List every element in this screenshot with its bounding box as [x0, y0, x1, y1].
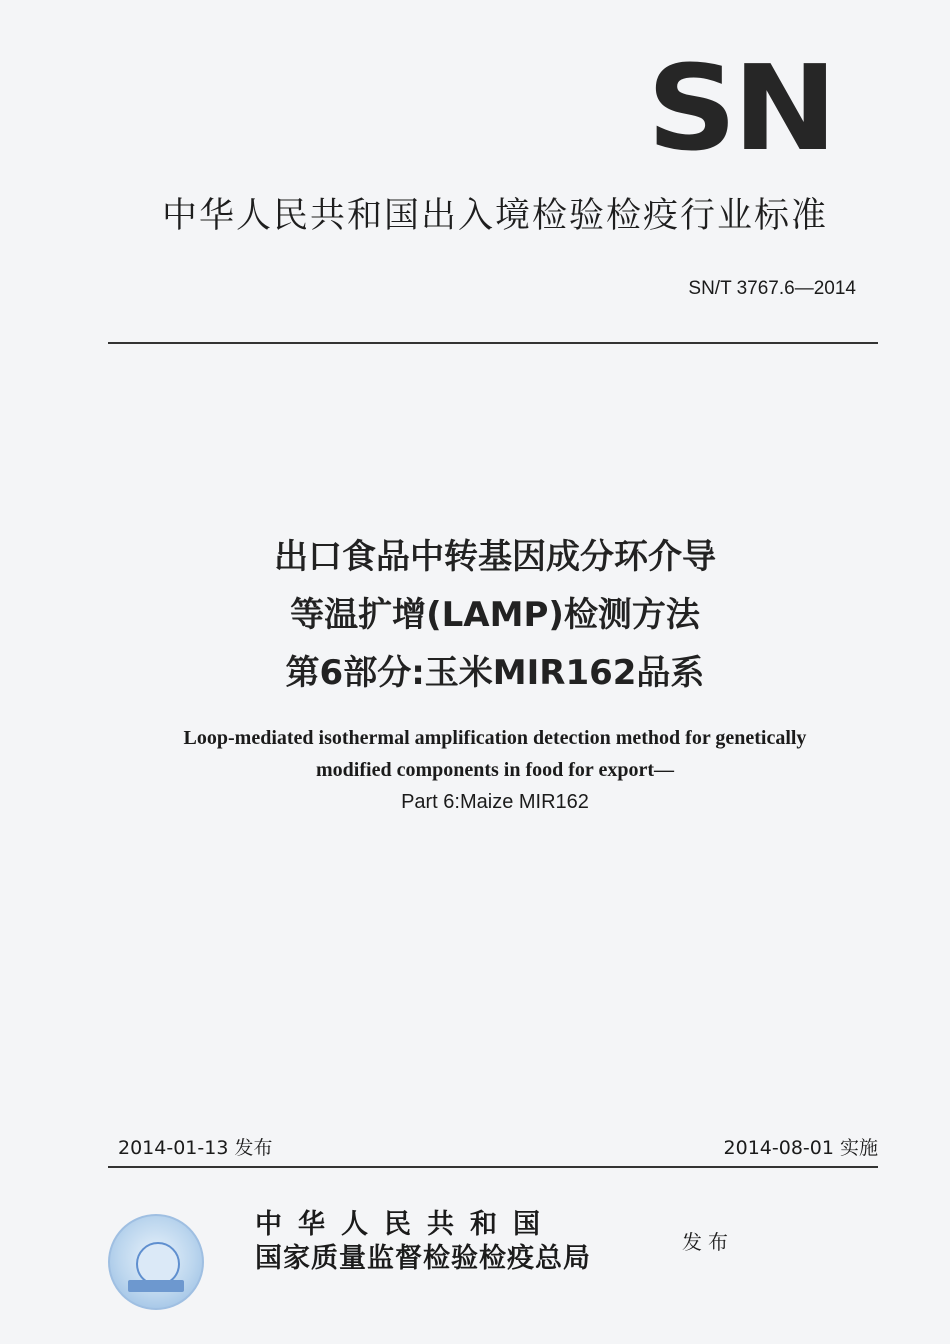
anti-counterfeit-seal-icon [108, 1214, 204, 1310]
chinese-title [110, 528, 880, 702]
bottom-divider [108, 1166, 878, 1168]
standard-number: SN/T 3767.6—2014 [688, 278, 856, 299]
sn-logo: SN [646, 39, 834, 177]
english-title [110, 722, 880, 818]
organization-title: 中华人民共和国出入境检验检疫行业标准 [161, 196, 828, 236]
english-title-line-3: Part 6:Maize MIR162 [401, 791, 589, 813]
publisher-line-2: 国家质量监督检验检疫总局 [255, 1243, 591, 1274]
top-divider [108, 342, 878, 344]
chinese-title-line-3: 第6部分:玉米MIR162品系 [285, 653, 705, 693]
english-title-line-1: Loop-mediated isothermal amplification detection method for genetically [183, 727, 807, 749]
seal-band-icon [128, 1280, 184, 1292]
publish-label: 发布 [682, 1230, 734, 1254]
chinese-title-line-1: 出口食品中转基因成分环介导 [274, 537, 716, 577]
effective-date: 2014-08-01 实施 [723, 1137, 878, 1159]
chinese-title-line-2: 等温扩增(LAMP)检测方法 [290, 595, 700, 635]
issue-date: 2014-01-13 发布 [118, 1137, 273, 1159]
publisher-line-1: 中华人民共和国 [255, 1209, 556, 1240]
english-title-line-2: modified components in food for export— [316, 759, 674, 781]
publisher [255, 1208, 591, 1276]
